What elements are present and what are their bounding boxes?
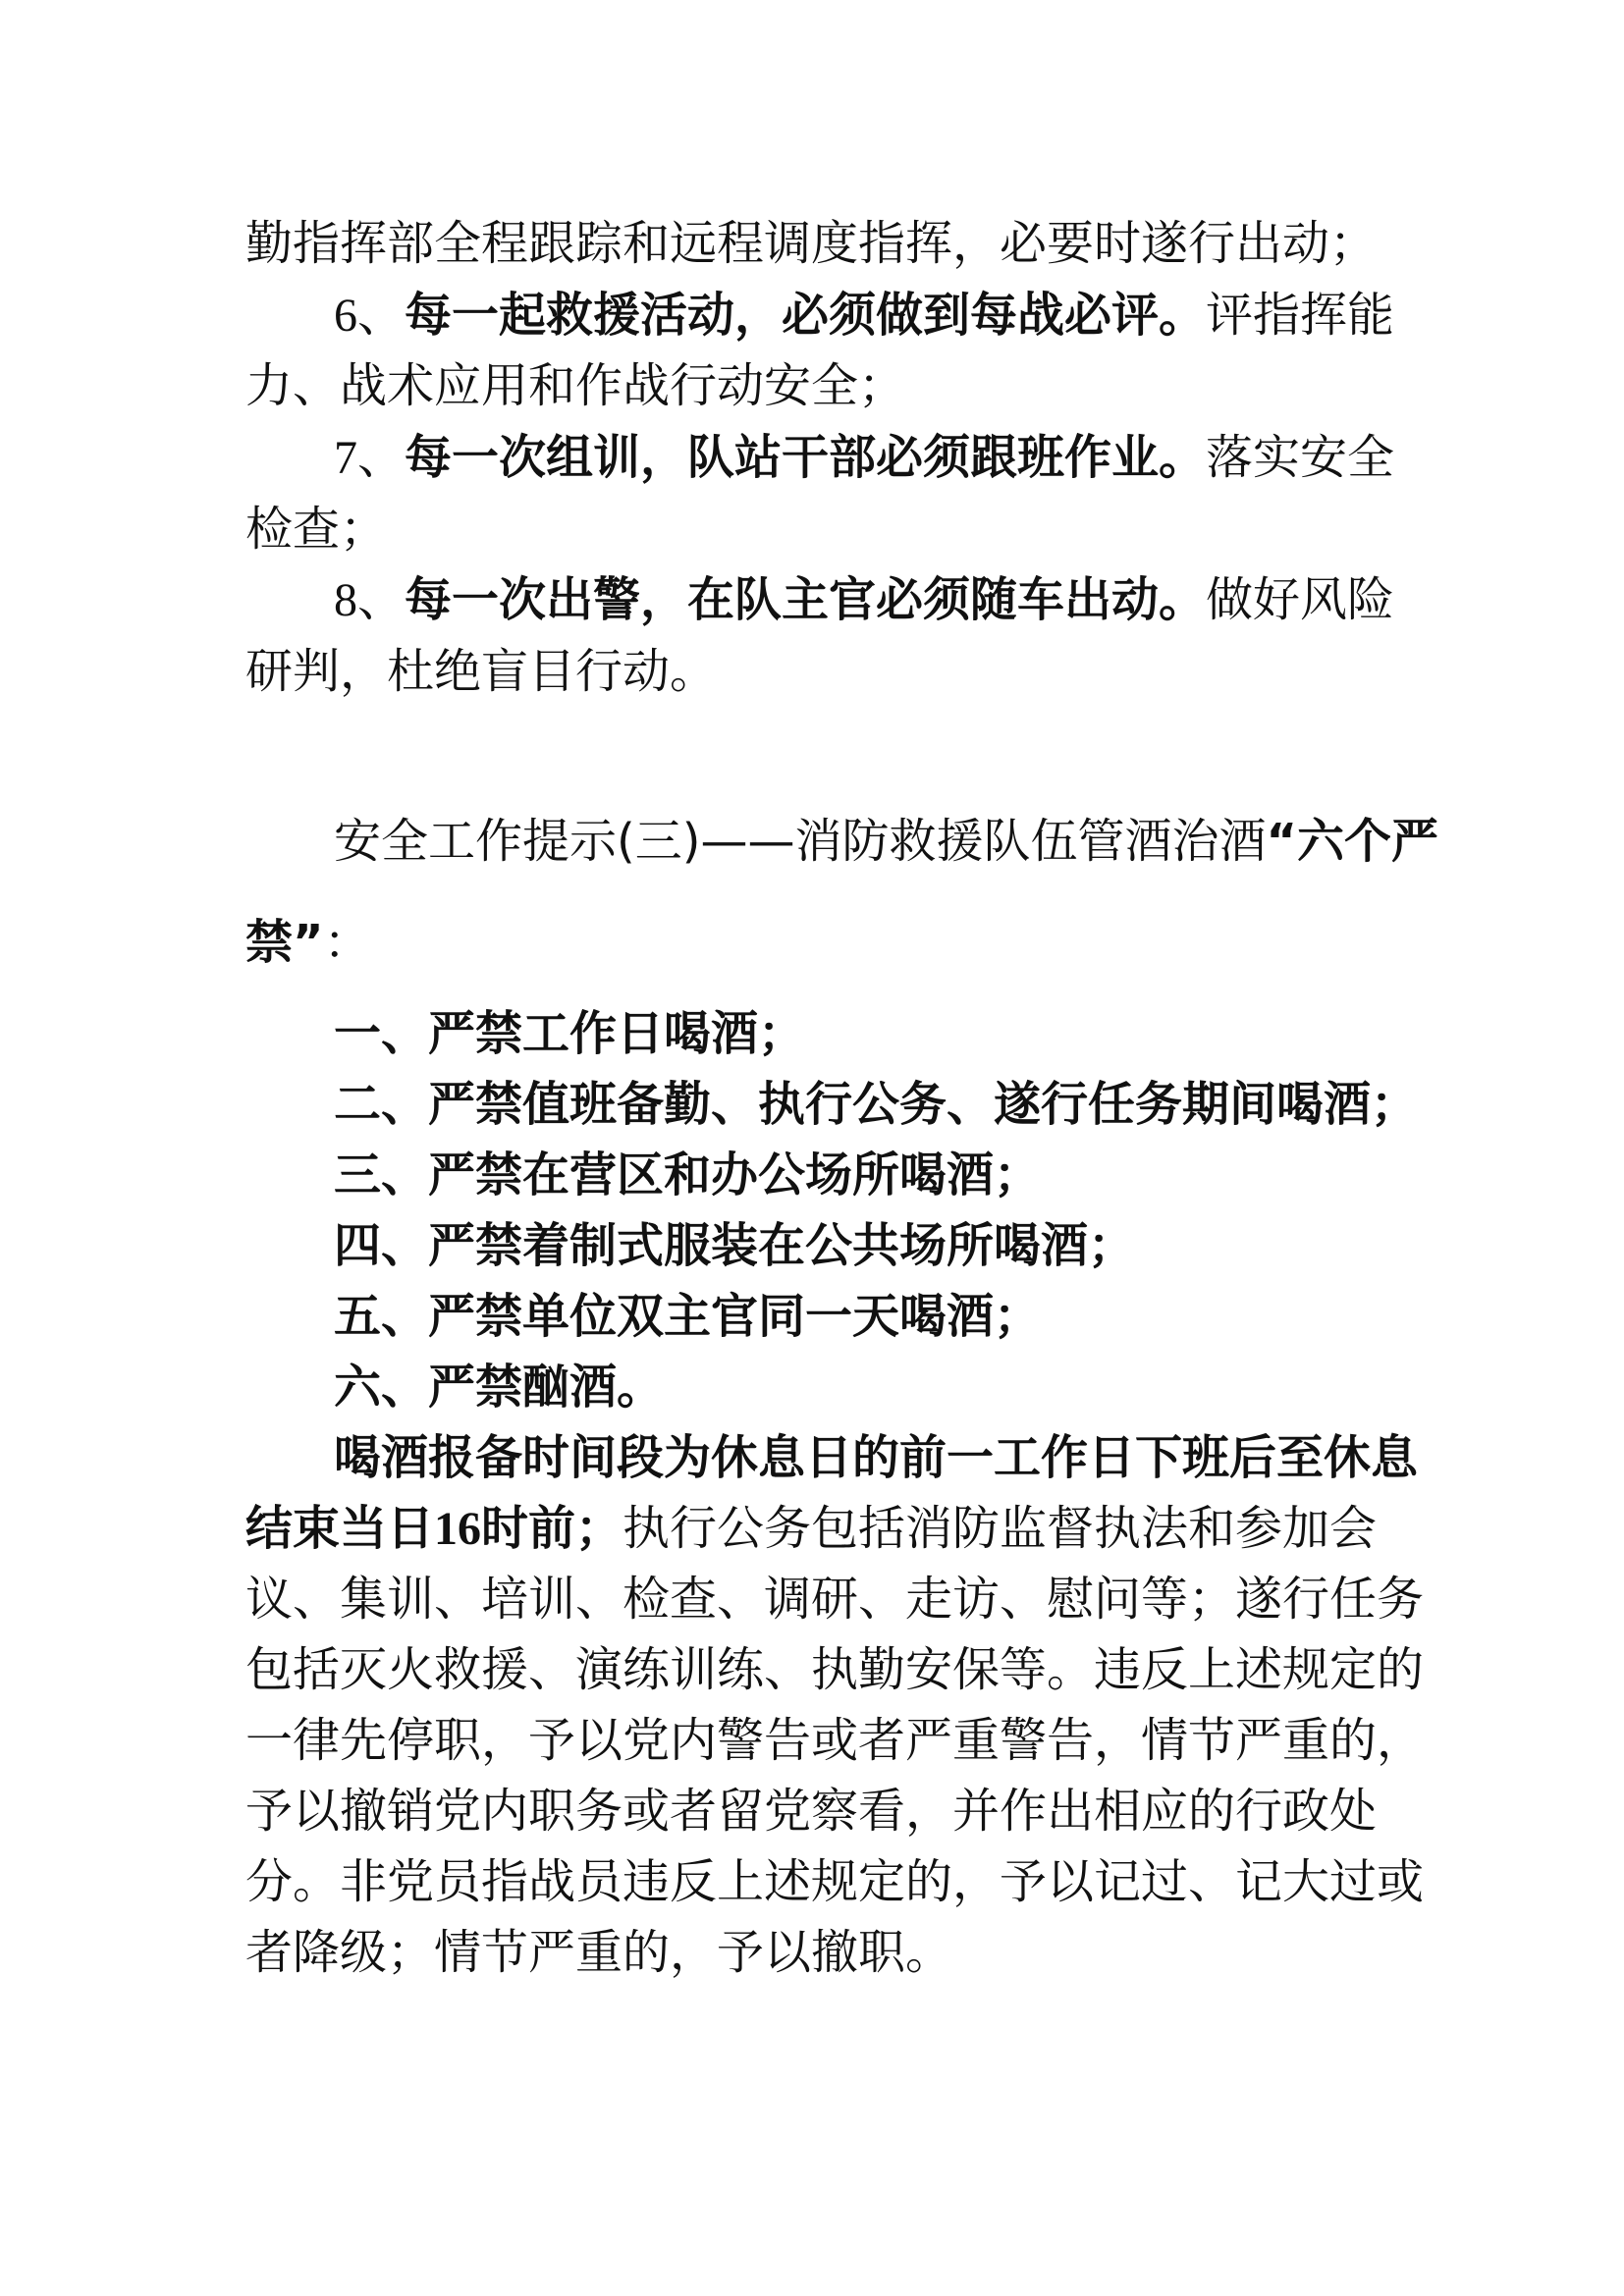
heading-bold-1: “六个严 — [1266, 814, 1439, 869]
item-6-line-2: 力、战术应用和作战行动安全； — [245, 358, 906, 413]
item-6-line-1: 6、每一起救援活动，必须做到每战必评。评指挥能 — [334, 288, 1395, 343]
section-heading-line-1 — [334, 806, 1439, 877]
final-paragraph-line-7: 分。非党员指战员违反上述规定的，予以记过、记大过或 — [245, 1854, 1425, 1909]
item-6-number: 6 — [334, 290, 357, 342]
ban-item: 一、严禁工作日喝酒； — [334, 1006, 806, 1061]
paragraph-5-tail: 勤指挥部全程跟踪和远程调度指挥，必要时遂行出动； — [245, 216, 1378, 271]
final-paragraph-line-5: 一律先停职，予以党内警告或者严重警告，情节严重的， — [245, 1713, 1425, 1768]
final-paragraph-line-6: 予以撤销党内职务或者留党察看，并作出相应的行政处 — [245, 1784, 1378, 1839]
final-paragraph-line-4: 包括灭火救援、演练训练、执勤安保等。违反上述规定的 — [245, 1642, 1425, 1697]
heading-bold-2: 禁” — [245, 915, 324, 970]
item-7-line-1: 7、每一次组训，队站干部必须跟班作业。落实安全 — [334, 430, 1395, 485]
item-8-line-1: 8、每一次出警，在队主官必须随车出动。做好风险 — [334, 572, 1395, 627]
item-8-number: 8 — [334, 574, 357, 626]
ban-item: 二、严禁值班备勤、执行公务、遂行任务期间喝酒； — [334, 1077, 1419, 1132]
item-7-line-2: 检查； — [245, 502, 388, 557]
item-6-bold: 每一起救援活动，必须做到每战必评。 — [405, 288, 1207, 343]
item-7-bold: 每一次组训，队站干部必须跟班作业。 — [405, 430, 1207, 485]
heading-prefix: 安全工作提示(三)——消防救援队伍管酒治酒 — [334, 814, 1267, 869]
item-8-bold: 每一次出警，在队主官必须随车出动。 — [405, 572, 1207, 627]
section-heading-line-2: 禁”： — [245, 915, 371, 970]
ban-item: 四、严禁着制式服装在公共场所喝酒； — [334, 1218, 1136, 1273]
final-paragraph-line-1: 喝酒报备时间段为休息日的前一工作日下班后至休息 — [334, 1430, 1419, 1485]
ban-item: 五、严禁单位双主官同一天喝酒； — [334, 1289, 1042, 1344]
item-7-number: 7 — [334, 432, 357, 484]
final-paragraph-line-3: 议、集训、培训、检查、调研、走访、慰问等；遂行任务 — [245, 1572, 1425, 1627]
final-paragraph-line-2: 结束当日16时前；执行公务包括消防监督执法和参加会 — [245, 1501, 1378, 1556]
final-paragraph-line-8: 者降级；情节严重的，予以撤职。 — [245, 1925, 953, 1980]
ban-item: 三、严禁在营区和办公场所喝酒； — [334, 1148, 1042, 1202]
ban-item: 六、严禁酗酒。 — [334, 1360, 665, 1415]
item-8-line-2: 研判，杜绝盲目行动。 — [245, 644, 718, 699]
